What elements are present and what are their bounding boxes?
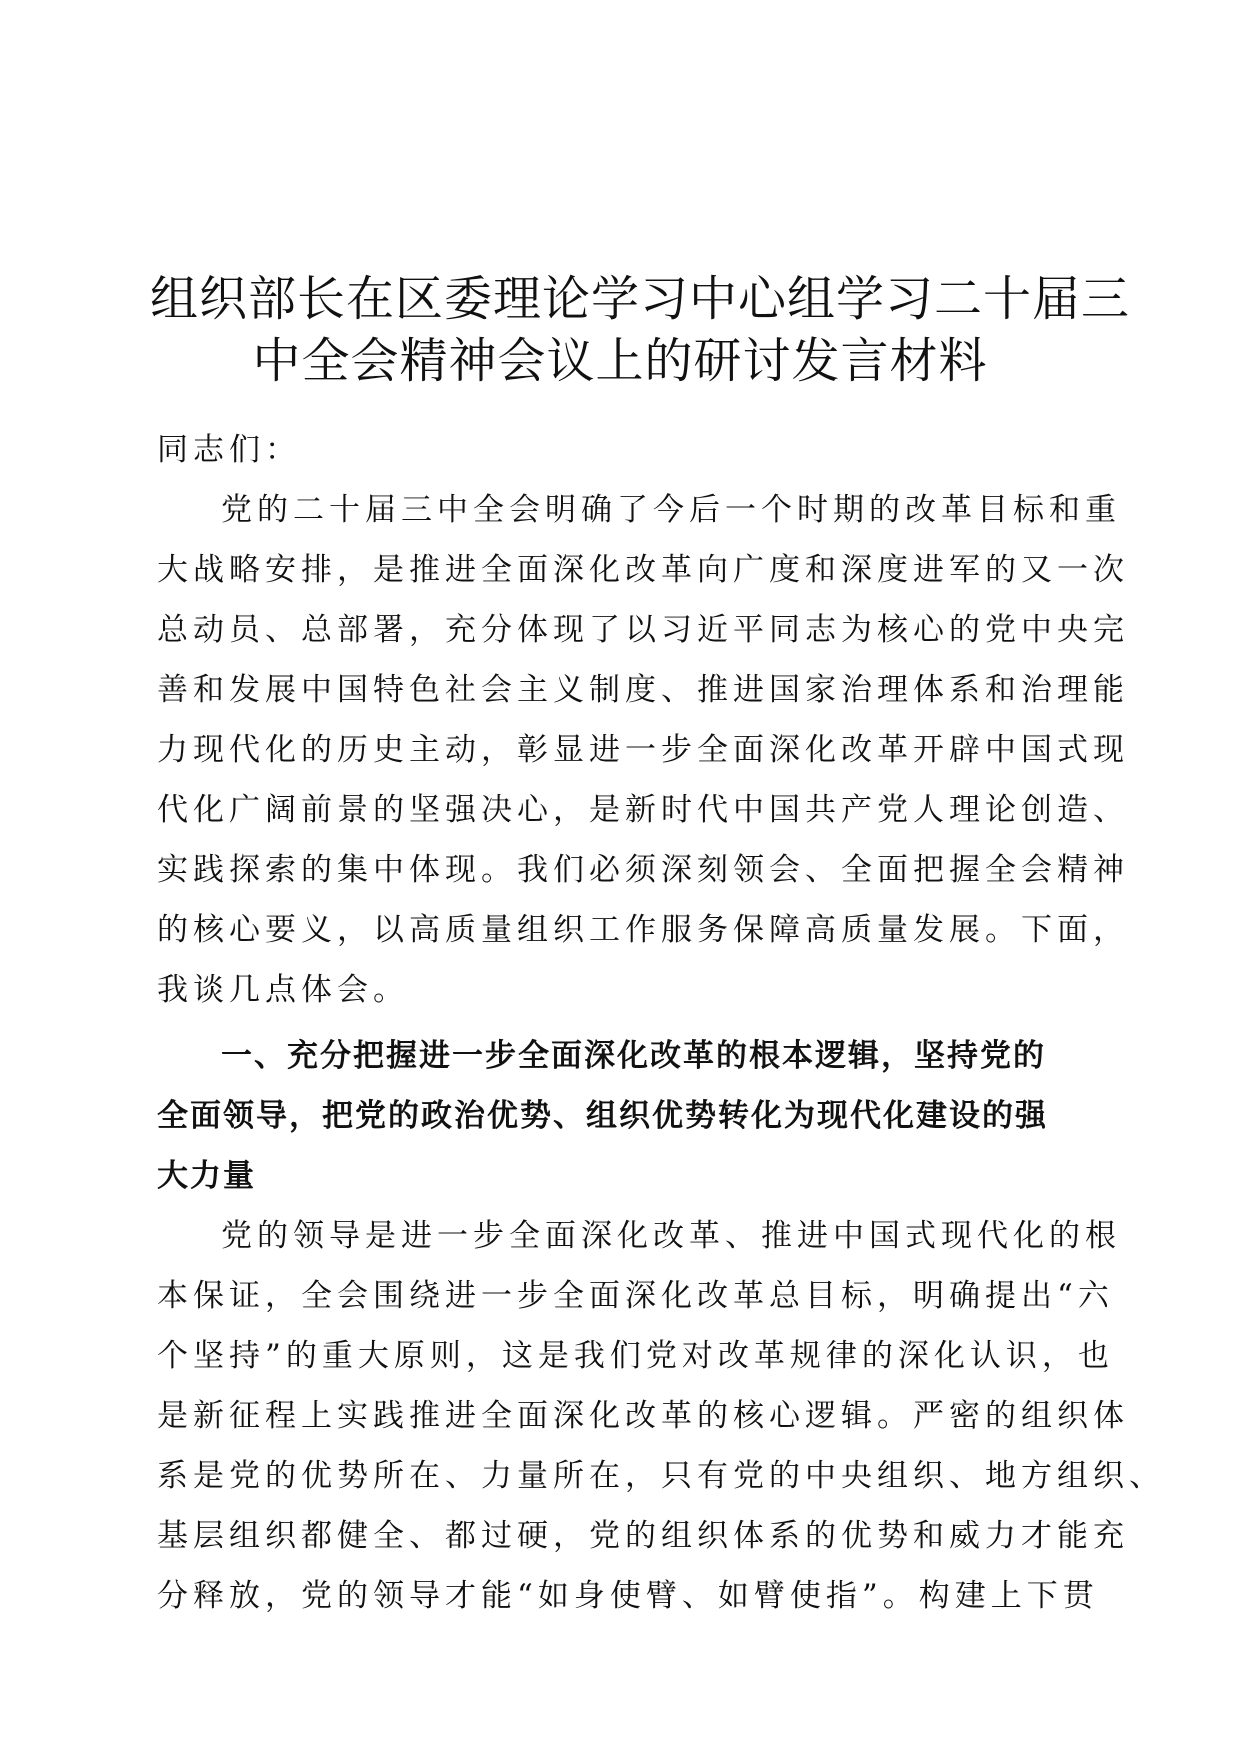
paragraph-2-line: 系是党的优势所在、力量所在，只有党的中央组织、地方组织、 [157,1458,1165,1494]
paragraph-2-line: 本保证，全会围绕进一步全面深化改革总目标，明确提出“六 [157,1278,1114,1314]
heading-1-line: 全面领导，把党的政治优势、组织优势转化为现代化建设的强 [157,1098,1048,1134]
paragraph-1-line: 党的二十届三中全会明确了今后一个时期的改革目标和重 [221,492,1121,528]
paragraph-2-line: 是新征程上实践推进全面深化改革的核心逻辑。严密的组织体 [157,1398,1129,1434]
section-heading-1 [157,1026,1057,1206]
paragraph-1-line: 的核心要义，以高质量组织工作服务保障高质量发展。下面， [157,912,1129,948]
paragraph-2-line: 个坚持”的重大原则，这是我们党对改革规律的深化认识，也 [157,1338,1114,1374]
document-body [157,420,1165,1626]
salutation: 同志们： [157,432,301,468]
paragraph-1-line: 实践探索的集中体现。我们必须深刻领会、全面把握全会精神 [157,852,1129,888]
title-line-1: 组织部长在区委理论学习中心组学习二十届三 [150,271,1131,327]
paragraph-1-line: 我谈几点体会。 [157,972,409,1008]
paragraph-2 [157,1206,1165,1626]
heading-1-line: 大力量 [157,1158,256,1194]
title-line-2: 中全会精神会议上的研讨发言材料 [252,333,988,389]
paragraph-2-line: 党的领导是进一步全面深化改革、推进中国式现代化的根 [221,1218,1121,1254]
paragraph-1-line: 大战略安排，是推进全面深化改革向广度和深度进军的又一次 [157,552,1129,588]
paragraph-1-line: 总动员、总部署，充分体现了以习近平同志为核心的党中央完 [157,612,1129,648]
paragraph-2-line: 基层组织都健全、都过硬，党的组织体系的优势和威力才能充 [157,1518,1129,1554]
paragraph-1 [157,480,1129,1020]
document-title [150,268,1131,392]
paragraph-2-line: 分释放，党的领导才能“如身使臂、如臂使指”。构建上下贯 [157,1578,1099,1614]
paragraph-1-line: 力现代化的历史主动，彰显进一步全面深化改革开辟中国式现 [157,732,1129,768]
heading-1-line: 一、充分把握进一步全面深化改革的根本逻辑，坚持党的 [221,1038,1046,1074]
paragraph-1-line: 善和发展中国特色社会主义制度、推进国家治理体系和治理能 [157,672,1129,708]
paragraph-1-line: 代化广阔前景的坚强决心，是新时代中国共产党人理论创造、 [157,792,1129,828]
